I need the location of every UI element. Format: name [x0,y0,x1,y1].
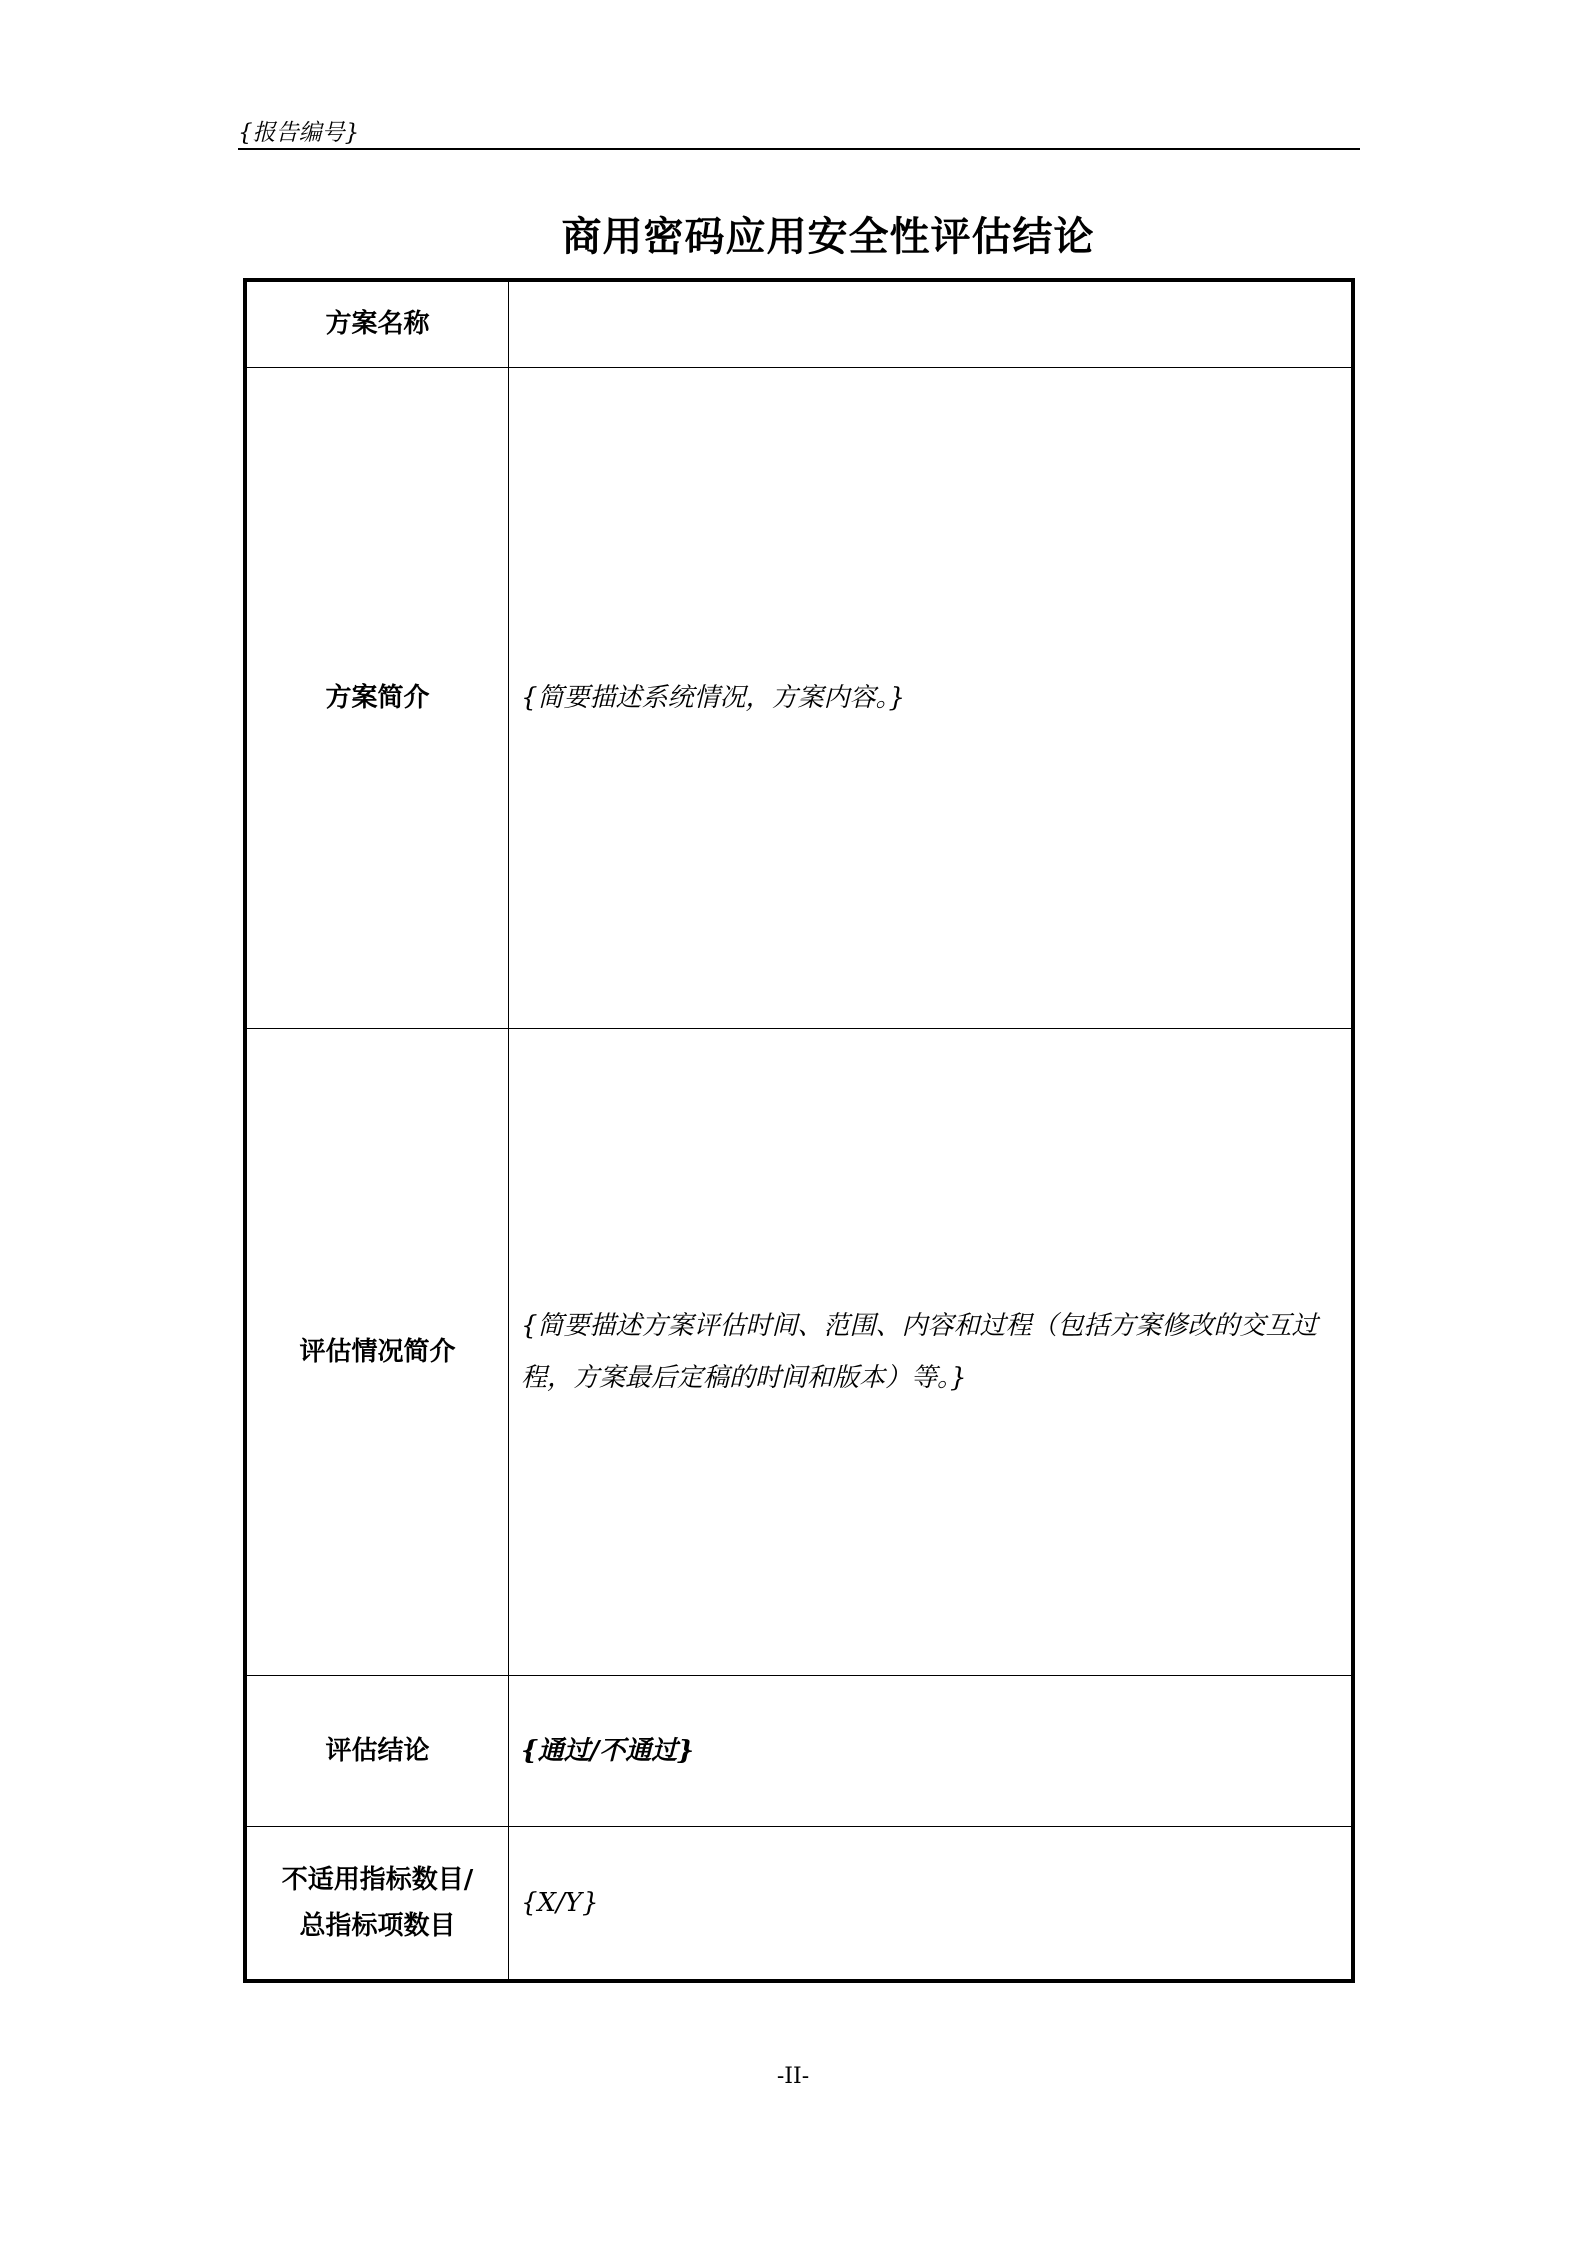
table-row [245,280,1353,367]
row-value-scheme-name [509,280,1354,367]
row-value-evaluation-summary: {简要描述方案评估时间、范围、内容和过程（包括方案修改的交互过程，方案最后定稿的时间和版本）等。} [509,1028,1354,1675]
page-header [238,112,1360,150]
table-row [245,1675,1353,1826]
row-value-scheme-summary: {简要描述系统情况，方案内容。} [509,367,1354,1028]
row-label-scheme-summary: 方案简介 [245,367,509,1028]
row-value-indicator-count: {X/Y} [509,1826,1354,1981]
row-value-evaluation-conclusion: {通过/不通过} [509,1675,1354,1826]
page-number: -II- [776,2064,810,2089]
conclusion-table [243,278,1355,1983]
row-label-evaluation-summary: 评估情况简介 [245,1028,509,1675]
report-number: {报告编号} [238,120,360,146]
table-row [245,1028,1353,1675]
page-title: 商用密码应用安全性评估结论 [561,214,1095,260]
row-label-indicator-count: 不适用指标数目/总指标项数目 [245,1826,509,1981]
row-label-evaluation-conclusion: 评估结论 [245,1675,509,1826]
table-row [245,1826,1353,1981]
row-label-scheme-name: 方案名称 [245,280,509,367]
table-row [245,367,1353,1028]
